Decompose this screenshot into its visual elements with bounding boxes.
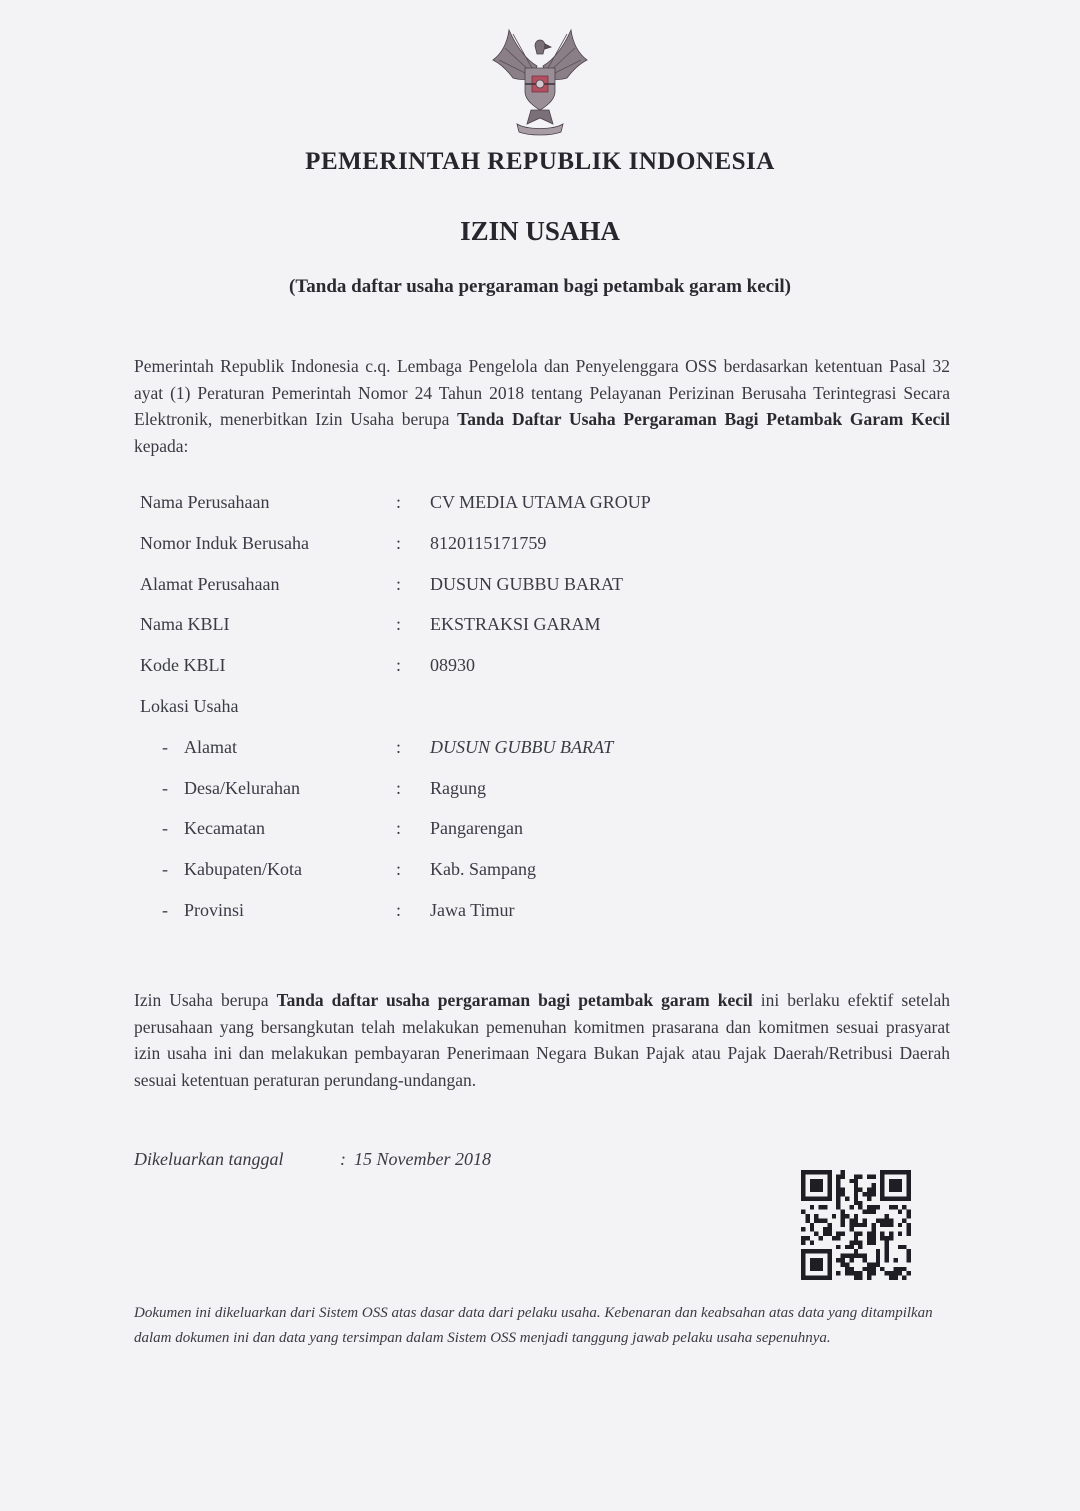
document-title: IZIN USAHA	[460, 216, 620, 246]
field-row-nib	[140, 533, 940, 574]
field-row-kbli-name	[140, 614, 940, 655]
field-colon: :	[396, 736, 402, 757]
intro-end: kepada:	[134, 435, 189, 456]
field-row-company-address	[140, 574, 940, 615]
field-colon: :	[396, 899, 402, 920]
field-colon: :	[396, 532, 402, 553]
validity-bold-text: Tanda daftar usaha pergaraman bagi petambak garam kecil	[276, 990, 753, 1010]
field-colon: :	[396, 777, 402, 798]
issued-date-line	[134, 1149, 491, 1170]
field-colon: :	[396, 818, 402, 839]
issued-colon: :	[340, 1149, 346, 1169]
location-label-text: Desa/Kelurahan	[184, 777, 300, 798]
list-dash: -	[162, 777, 168, 798]
validity-start: Izin Usaha berupa	[134, 990, 277, 1010]
list-dash: -	[162, 736, 168, 757]
issued-label: Dikeluarkan tanggal	[134, 1149, 284, 1169]
field-value: 08930	[430, 655, 475, 676]
field-row-company-name	[140, 492, 940, 533]
intro-paragraph	[134, 353, 950, 459]
location-label	[162, 859, 302, 880]
field-label: Kode KBLI	[140, 655, 226, 676]
field-colon: :	[396, 614, 402, 635]
footer-disclaimer: Dokumen ini dikeluarkan dari Sistem OSS atas dasar data dari pelaku usaha. Kebenaran dan keabsahan atas data yang ditampilkan dalam dokumen ini dan data yang tersimpan dalam Sistem OSS menjadi tanggung jawab pelaku usaha sepenuhnya.	[134, 1305, 933, 1346]
list-dash: -	[162, 818, 168, 839]
location-row-district	[140, 818, 940, 859]
location-label	[162, 778, 300, 799]
field-colon: :	[396, 655, 402, 676]
list-dash: -	[162, 859, 168, 880]
government-heading: PEMERINTAH REPUBLIK INDONESIA	[305, 148, 775, 175]
location-value: Ragung	[430, 777, 486, 798]
field-label: Nama Perusahaan	[140, 492, 270, 512]
field-label: Alamat Perusahaan	[140, 573, 280, 594]
location-row-village	[140, 778, 940, 819]
field-label: Nama KBLI	[140, 614, 230, 635]
field-row-business-location	[140, 696, 940, 737]
field-label: Nomor Induk Berusaha	[140, 532, 309, 553]
location-label-text: Kecamatan	[184, 818, 265, 839]
intro-bold-text: Tanda Daftar Usaha Pergaraman Bagi Petambak Garam Kecil	[457, 409, 951, 429]
field-value: CV MEDIA UTAMA GROUP	[430, 492, 651, 512]
location-row-province	[140, 900, 940, 941]
issued-date: 15 November 2018	[354, 1149, 491, 1169]
validity-paragraph	[134, 987, 950, 1093]
location-value: Pangarengan	[430, 818, 523, 839]
field-value: 8120115171759	[430, 532, 547, 553]
field-colon: :	[396, 492, 402, 512]
validity-rest: ini berlaku efektif setelah perusahaan yang bersangkutan telah melakukan pemenuhan komitmen prasarana dan komitmen sesuai prasyarat izin usaha ini dan melakukan pembayaran Penerimaan Negara Bukan Pajak atau Pajak Daerah/Retribusi Daerah sesuai ketentuan peraturan perundang-undangan.	[134, 990, 950, 1090]
list-dash: -	[162, 899, 168, 920]
location-label-text: Kabupaten/Kota	[184, 859, 302, 880]
garuda-emblem-icon	[487, 20, 593, 136]
document-subtitle: (Tanda daftar usaha pergaraman bagi petambak garam kecil)	[289, 276, 791, 297]
field-label: Lokasi Usaha	[140, 695, 239, 716]
field-colon: :	[396, 573, 402, 594]
field-colon: :	[396, 859, 402, 880]
location-value: DUSUN GUBBU BARAT	[430, 736, 614, 757]
location-label	[162, 818, 265, 839]
business-fields	[140, 492, 940, 941]
location-label	[162, 900, 244, 921]
location-value: Kab. Sampang	[430, 859, 536, 880]
qr-code-icon	[800, 1170, 912, 1280]
location-label-text: Alamat	[184, 736, 237, 757]
location-row-regency	[140, 859, 940, 900]
location-label-text: Provinsi	[184, 899, 245, 920]
intro-text: Pemerintah Republik Indonesia c.q. Lembaga Pengelola dan Penyelenggara OSS berdasarkan ketentuan Pasal 32 ayat (1) Peraturan Pemerintah Nomor 24 Tahun 2018 tentang Pelayanan Perizinan Berusaha Terintegrasi Secara Elektronik, menerbitkan Izin Usaha berupa	[134, 356, 950, 429]
field-value: DUSUN GUBBU BARAT	[430, 573, 624, 594]
location-label	[162, 737, 237, 758]
field-value: EKSTRAKSI GARAM	[430, 614, 601, 635]
location-row-address	[140, 737, 940, 778]
location-value: Jawa Timur	[430, 899, 515, 920]
field-row-kbli-code	[140, 655, 940, 696]
